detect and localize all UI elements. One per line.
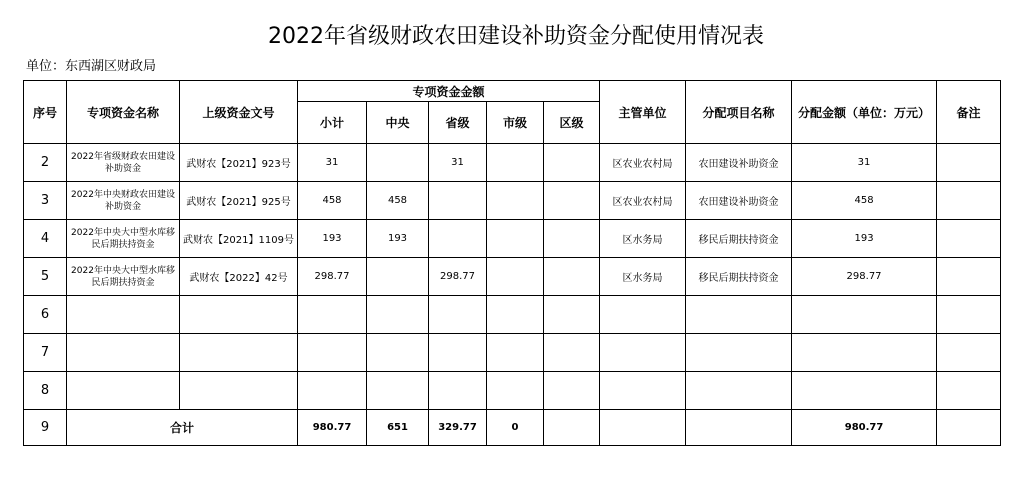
cell-allocated: 298.77 (792, 258, 937, 296)
header-allocated: 分配金额（单位：万元） (792, 81, 937, 144)
cell-dept (600, 296, 686, 334)
cell-project: 移民后期扶持资金 (686, 220, 792, 258)
cell-provincial (429, 334, 487, 372)
table-row (24, 144, 1001, 182)
cell-provincial (429, 182, 487, 220)
cell-city (487, 182, 544, 220)
cell-dept: 区水务局 (600, 220, 686, 258)
cell-fund-name (67, 334, 180, 372)
cell-city (487, 334, 544, 372)
page-title: 2022年省级财政农田建设补助资金分配使用情况表 (268, 24, 764, 49)
cell-district (544, 334, 600, 372)
cell-dept: 区农业农村局 (600, 144, 686, 182)
cell-doc-no: 武财农【2022】42号 (180, 258, 298, 296)
cell-project: 农田建设补助资金 (686, 182, 792, 220)
header-seq: 序号 (24, 81, 67, 144)
cell-district (544, 220, 600, 258)
cell-project: 移民后期扶持资金 (686, 258, 792, 296)
cell-project (686, 372, 792, 410)
total-provincial: 329.77 (429, 410, 487, 446)
table-row (24, 372, 1001, 410)
cell-allocated: 31 (792, 144, 937, 182)
cell-subtotal (298, 334, 367, 372)
cell-seq: 7 (24, 334, 67, 372)
table-row (24, 334, 1001, 372)
cell-subtotal: 458 (298, 182, 367, 220)
header-subtotal: 小计 (298, 102, 367, 144)
cell-city (487, 144, 544, 182)
cell-remark (937, 144, 1001, 182)
cell-central (367, 372, 429, 410)
cell-provincial (429, 372, 487, 410)
cell-seq: 4 (24, 220, 67, 258)
cell-central (367, 258, 429, 296)
cell-remark (937, 182, 1001, 220)
header-dept: 主管单位 (600, 81, 686, 144)
total-project (686, 410, 792, 446)
cell-provincial (429, 296, 487, 334)
cell-subtotal (298, 296, 367, 334)
cell-allocated: 458 (792, 182, 937, 220)
cell-remark (937, 372, 1001, 410)
cell-seq: 9 (24, 410, 67, 446)
cell-city (487, 296, 544, 334)
total-central: 651 (367, 410, 429, 446)
cell-allocated (792, 334, 937, 372)
header-provincial: 省级 (429, 102, 487, 144)
cell-seq: 2 (24, 144, 67, 182)
cell-doc-no: 武财农【2021】925号 (180, 182, 298, 220)
total-subtotal: 980.77 (298, 410, 367, 446)
cell-subtotal: 298.77 (298, 258, 367, 296)
cell-doc-no (180, 372, 298, 410)
cell-central (367, 144, 429, 182)
cell-allocated (792, 296, 937, 334)
cell-project (686, 334, 792, 372)
header-city: 市级 (487, 102, 544, 144)
unit-label: 单位：东西湖区财政局 (26, 59, 157, 74)
cell-city (487, 372, 544, 410)
cell-central (367, 334, 429, 372)
cell-central: 193 (367, 220, 429, 258)
cell-subtotal: 193 (298, 220, 367, 258)
header-district: 区级 (544, 102, 600, 144)
cell-provincial: 31 (429, 144, 487, 182)
cell-provincial: 298.77 (429, 258, 487, 296)
cell-central (367, 296, 429, 334)
cell-dept: 区水务局 (600, 258, 686, 296)
cell-allocated (792, 372, 937, 410)
cell-central: 458 (367, 182, 429, 220)
allocation-table (23, 80, 1001, 446)
header-central: 中央 (367, 102, 429, 144)
total-row (24, 410, 1001, 446)
cell-allocated: 193 (792, 220, 937, 258)
cell-seq: 8 (24, 372, 67, 410)
cell-seq: 3 (24, 182, 67, 220)
cell-fund-name (67, 372, 180, 410)
cell-district (544, 182, 600, 220)
cell-district (544, 258, 600, 296)
cell-district (544, 296, 600, 334)
cell-provincial (429, 220, 487, 258)
header-doc-no: 上级资金文号 (180, 81, 298, 144)
cell-fund-name: 2022年中央大中型水库移民后期扶持资金 (67, 220, 180, 258)
cell-fund-name: 2022年省级财政农田建设补助资金 (67, 144, 180, 182)
cell-doc-no (180, 296, 298, 334)
header-project: 分配项目名称 (686, 81, 792, 144)
cell-district (544, 372, 600, 410)
cell-fund-name: 2022年中央大中型水库移民后期扶持资金 (67, 258, 180, 296)
cell-fund-name: 2022年中央财政农田建设补助资金 (67, 182, 180, 220)
header-remark: 备注 (937, 81, 1001, 144)
table-row (24, 220, 1001, 258)
cell-remark (937, 258, 1001, 296)
cell-subtotal: 31 (298, 144, 367, 182)
total-city: 0 (487, 410, 544, 446)
table-row (24, 182, 1001, 220)
total-allocated: 980.77 (792, 410, 937, 446)
total-district (544, 410, 600, 446)
cell-remark (937, 220, 1001, 258)
header-amount-group: 专项资金金额 (298, 81, 600, 102)
table-row (24, 258, 1001, 296)
cell-seq: 5 (24, 258, 67, 296)
header-fund-name: 专项资金名称 (67, 81, 180, 144)
cell-project: 农田建设补助资金 (686, 144, 792, 182)
total-remark (937, 410, 1001, 446)
cell-city (487, 220, 544, 258)
cell-dept: 区农业农村局 (600, 182, 686, 220)
cell-city (487, 258, 544, 296)
cell-fund-name (67, 296, 180, 334)
table-row (24, 296, 1001, 334)
total-dept (600, 410, 686, 446)
total-label: 合计 (67, 410, 298, 446)
cell-doc-no: 武财农【2021】923号 (180, 144, 298, 182)
cell-seq: 6 (24, 296, 67, 334)
cell-dept (600, 334, 686, 372)
cell-project (686, 296, 792, 334)
cell-dept (600, 372, 686, 410)
cell-subtotal (298, 372, 367, 410)
cell-remark (937, 334, 1001, 372)
cell-remark (937, 296, 1001, 334)
cell-doc-no: 武财农【2021】1109号 (180, 220, 298, 258)
cell-district (544, 144, 600, 182)
cell-doc-no (180, 334, 298, 372)
